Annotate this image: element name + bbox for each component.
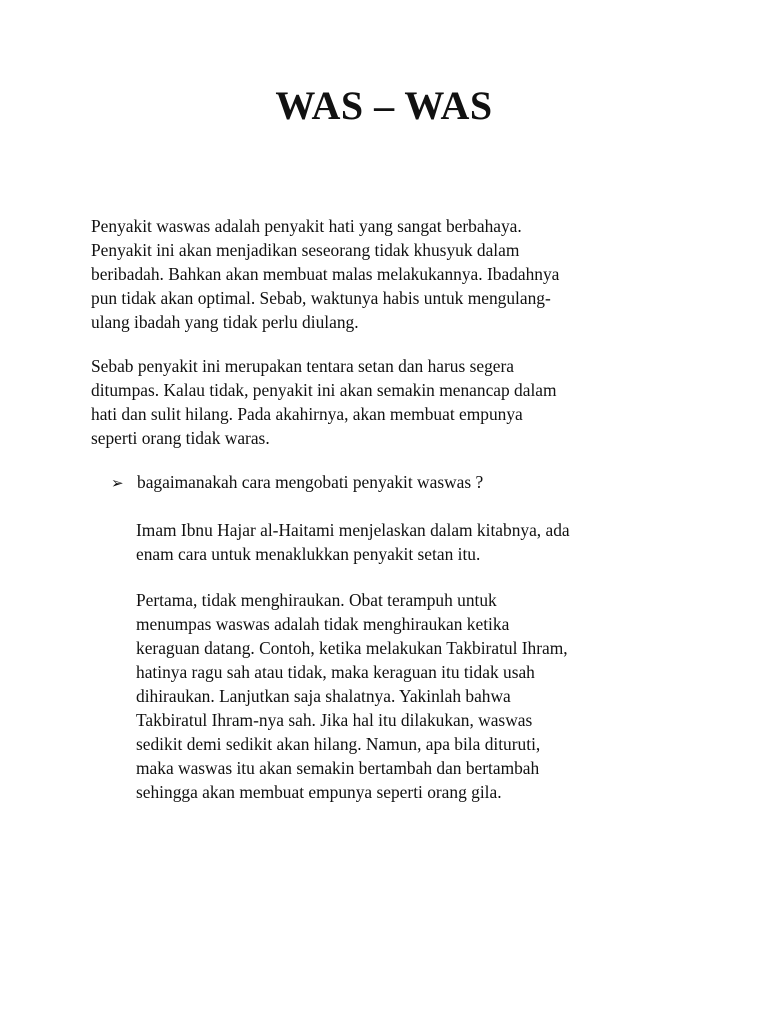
paragraph-line: ulang ibadah yang tidak perlu diulang. [91, 312, 359, 332]
arrowhead-bullet-icon: ➢ [111, 474, 124, 492]
paragraph-line: menumpas waswas adalah tidak menghiraukan ketika [136, 614, 510, 634]
paragraph-line: hati dan sulit hilang. Pada akahirnya, akan membuat empunya [91, 404, 523, 424]
paragraph-line: sedikit demi sedikit akan hilang. Namun, apa bila dituruti, [136, 734, 541, 754]
paragraph-line: Imam Ibnu Hajar al-Haitami menjelaskan dalam kitabnya, ada [136, 520, 570, 540]
paragraph-line: Sebab penyakit ini merupakan tentara setan dan harus segera [91, 356, 515, 376]
paragraph-second [91, 354, 557, 450]
paragraph-line: ditumpas. Kalau tidak, penyakit ini akan semakin menancap dalam [91, 380, 557, 400]
paragraph-line: beribadah. Bahkan akan membuat malas melakukannya. Ibadahnya [91, 264, 560, 284]
paragraph-indented-intro [136, 518, 570, 566]
document-title: WAS – WAS [275, 83, 493, 128]
paragraph-line: Penyakit ini akan menjadikan seseorang tidak khusyuk dalam [91, 240, 520, 260]
paragraph-line: dihiraukan. Lanjutkan saja shalatnya. Yakinlah bahwa [136, 686, 511, 706]
paragraph-line: sehingga akan membuat empunya seperti orang gila. [136, 782, 502, 802]
paragraph-line: pun tidak akan optimal. Sebab, waktunya habis untuk mengulang- [91, 288, 551, 308]
paragraph-line: keraguan datang. Contoh, ketika melakukan Takbiratul Ihram, [136, 638, 568, 658]
paragraph-indented-first-method [136, 588, 568, 804]
bullet-text: bagaimanakah cara mengobati penyakit waswas ? [137, 472, 484, 492]
paragraph-line: hatinya ragu sah atau tidak, maka keraguan itu tidak usah [136, 662, 535, 682]
paragraph-line: Takbiratul Ihram-nya sah. Jika hal itu dilakukan, waswas [136, 710, 533, 730]
paragraph-line: Pertama, tidak menghiraukan. Obat terampuh untuk [136, 590, 497, 610]
paragraph-intro [91, 214, 559, 334]
paragraph-line: enam cara untuk menaklukkan penyakit setan itu. [136, 544, 481, 564]
paragraph-line: maka waswas itu akan semakin bertambah dan bertambah [136, 758, 540, 778]
bullet-question [111, 470, 483, 495]
paragraph-line: Penyakit waswas adalah penyakit hati yang sangat berbahaya. [91, 216, 522, 236]
paragraph-line: seperti orang tidak waras. [91, 428, 270, 448]
